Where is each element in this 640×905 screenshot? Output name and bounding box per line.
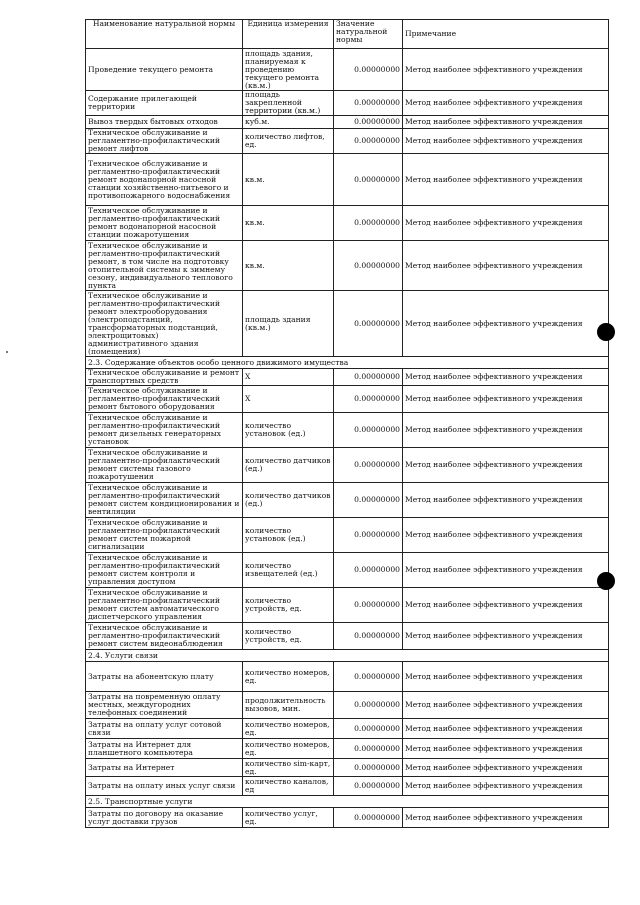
- section-row: [86, 796, 609, 808]
- row-name: Техническое обслуживание и регламентно-профилактический ремонт дизельных генераторных установок: [86, 413, 243, 448]
- row-note: Метод наиболее эффективного учреждения: [403, 369, 609, 386]
- row-note: Метод наиболее эффективного учреждения: [403, 692, 609, 719]
- row-value: 0.00000000: [334, 588, 403, 623]
- row-note: Метод наиболее эффективного учреждения: [403, 623, 609, 650]
- row-unit: продолжительность вызовов, мин.: [243, 692, 334, 719]
- row-name: Затраты на абонентскую плату: [86, 662, 243, 692]
- table-row: [86, 291, 609, 357]
- row-value: 0.00000000: [334, 518, 403, 553]
- row-value: 0.00000000: [334, 808, 403, 828]
- row-value: 0.00000000: [334, 116, 403, 129]
- row-value: 0.00000000: [334, 739, 403, 759]
- table-row: [86, 777, 609, 796]
- row-name: Затраты на Интернет: [86, 759, 243, 777]
- row-name: Техническое обслуживание и регламентно-профилактический ремонт систем видеонаблюдения: [86, 623, 243, 650]
- row-note: Метод наиболее эффективного учреждения: [403, 448, 609, 483]
- row-name: Проведение текущего ремонта: [86, 49, 243, 91]
- row-value: 0.00000000: [334, 623, 403, 650]
- table-row: [86, 241, 609, 291]
- row-note: Метод наиболее эффективного учреждения: [403, 291, 609, 357]
- table-row: [86, 91, 609, 116]
- table-row: [86, 129, 609, 154]
- row-value: 0.00000000: [334, 413, 403, 448]
- row-unit: количество датчиков (ед.): [243, 483, 334, 518]
- row-value: 0.00000000: [334, 154, 403, 206]
- table-row: [86, 154, 609, 206]
- row-name: Техническое обслуживание и регламентно-профилактический ремонт, в том числе на подготовку отопительной системы к зимнему сезону, индивидуального теплового пункта: [86, 241, 243, 291]
- row-name: Затраты по договору на оказание услуг доставки грузов: [86, 808, 243, 828]
- row-note: Метод наиболее эффективного учреждения: [403, 719, 609, 739]
- punch-hole-mark-bottom: [597, 572, 615, 590]
- row-unit: X: [243, 386, 334, 413]
- row-name: Техническое обслуживание и регламентно-профилактический ремонт систем автоматического диспетчерского управления: [86, 588, 243, 623]
- row-name: Содержание прилегающей территории: [86, 91, 243, 116]
- table-row: [86, 413, 609, 448]
- table-row: [86, 623, 609, 650]
- row-unit: X: [243, 369, 334, 386]
- header-note: Примечание: [403, 20, 609, 49]
- row-unit: кв.м.: [243, 154, 334, 206]
- section-title: 2.5. Транспортные услуги: [86, 796, 609, 808]
- table-row: [86, 386, 609, 413]
- row-unit: площадь закрепленной территории (кв.м.): [243, 91, 334, 116]
- table-row: [86, 448, 609, 483]
- row-unit: количество каналов, ед: [243, 777, 334, 796]
- table-header-row: [86, 20, 609, 49]
- row-unit: количество установок (ед.): [243, 518, 334, 553]
- punch-hole-mark-top: [597, 323, 615, 341]
- row-name: Техническое обслуживание и регламентно-профилактический ремонт электрооборудования (электроподстанций, трансформаторных подстанций, электрощитовых) административного здания (помещения): [86, 291, 243, 357]
- row-value: 0.00000000: [334, 386, 403, 413]
- row-name: Затраты на оплату услуг сотовой связи: [86, 719, 243, 739]
- row-value: 0.00000000: [334, 448, 403, 483]
- header-value: Значение натуральной нормы: [334, 20, 403, 49]
- row-name: Техническое обслуживание и регламентно-профилактический ремонт систем кондиционирования и вентиляции: [86, 483, 243, 518]
- row-name: Техническое обслуживание и регламентно-профилактический ремонт водонапорной насосной станции хозяйственно-питьевого и противопожарного водоснабжения: [86, 154, 243, 206]
- row-name: Техническое обслуживание и регламентно-профилактический ремонт водонапорной насосной станции пожаротушения: [86, 206, 243, 241]
- row-value: 0.00000000: [334, 91, 403, 116]
- row-name: Техническое обслуживание и ремонт транспортных средств: [86, 369, 243, 386]
- row-value: 0.00000000: [334, 777, 403, 796]
- row-value: 0.00000000: [334, 553, 403, 588]
- table-row: [86, 369, 609, 386]
- row-name: Затраты на повременную оплату местных, междугородних телефонных соединений: [86, 692, 243, 719]
- row-unit: количество устройств, ед.: [243, 588, 334, 623]
- row-note: Метод наиболее эффективного учреждения: [403, 553, 609, 588]
- table-row: [86, 518, 609, 553]
- row-name: Техническое обслуживание и регламентно-профилактический ремонт бытового оборудования: [86, 386, 243, 413]
- row-note: Метод наиболее эффективного учреждения: [403, 483, 609, 518]
- row-name: Вывоз твердых бытовых отходов: [86, 116, 243, 129]
- table-row: [86, 662, 609, 692]
- row-unit: количество услуг, ед.: [243, 808, 334, 828]
- row-name: Техническое обслуживание и регламентно-профилактический ремонт систем пожарной сигнализации: [86, 518, 243, 553]
- table-row: [86, 49, 609, 91]
- table-row: [86, 553, 609, 588]
- scan-speck: [6, 351, 8, 353]
- norms-table: [85, 19, 609, 828]
- row-note: Метод наиболее эффективного учреждения: [403, 116, 609, 129]
- row-value: 0.00000000: [334, 719, 403, 739]
- row-unit: количество sim-карт, ед.: [243, 759, 334, 777]
- row-unit: кв.м.: [243, 206, 334, 241]
- table-row: [86, 808, 609, 828]
- row-unit: количество номеров, ед.: [243, 662, 334, 692]
- row-unit: куб.м.: [243, 116, 334, 129]
- row-value: 0.00000000: [334, 206, 403, 241]
- header-unit: Единица измерения: [243, 20, 334, 49]
- row-value: 0.00000000: [334, 241, 403, 291]
- table-row: [86, 739, 609, 759]
- row-unit: кв.м.: [243, 241, 334, 291]
- row-unit: количество извещателей (ед.): [243, 553, 334, 588]
- row-note: Метод наиболее эффективного учреждения: [403, 588, 609, 623]
- row-note: Метод наиболее эффективного учреждения: [403, 739, 609, 759]
- table-row: [86, 483, 609, 518]
- row-note: Метод наиболее эффективного учреждения: [403, 759, 609, 777]
- row-note: Метод наиболее эффективного учреждения: [403, 91, 609, 116]
- row-note: Метод наиболее эффективного учреждения: [403, 413, 609, 448]
- row-note: Метод наиболее эффективного учреждения: [403, 518, 609, 553]
- norms-table-body: [86, 20, 609, 828]
- row-value: 0.00000000: [334, 692, 403, 719]
- row-value: 0.00000000: [334, 291, 403, 357]
- row-unit: количество установок (ед.): [243, 413, 334, 448]
- row-note: Метод наиболее эффективного учреждения: [403, 777, 609, 796]
- section-row: [86, 357, 609, 369]
- row-unit: количество номеров, ед.: [243, 719, 334, 739]
- row-unit: площадь здания, планируемая к проведению текущего ремонта (кв.м.): [243, 49, 334, 91]
- row-note: Метод наиболее эффективного учреждения: [403, 206, 609, 241]
- row-value: 0.00000000: [334, 759, 403, 777]
- row-unit: количество устройств, ед.: [243, 623, 334, 650]
- header-name: Наименование натуральной нормы: [86, 20, 243, 49]
- row-note: Метод наиболее эффективного учреждения: [403, 662, 609, 692]
- row-name: Затраты на оплату иных услуг связи: [86, 777, 243, 796]
- section-row: [86, 650, 609, 662]
- row-name: Техническое обслуживание и регламентно-профилактический ремонт систем контроля и управления доступом: [86, 553, 243, 588]
- table-row: [86, 206, 609, 241]
- section-title: 2.4. Услуги связи: [86, 650, 609, 662]
- section-title: 2.3. Содержание объектов особо ценного движимого имущества: [86, 357, 609, 369]
- row-note: Метод наиболее эффективного учреждения: [403, 808, 609, 828]
- row-value: 0.00000000: [334, 483, 403, 518]
- row-unit: количество номеров, ед.: [243, 739, 334, 759]
- row-name: Техническое обслуживание и регламентно-профилактический ремонт лифтов: [86, 129, 243, 154]
- row-note: Метод наиболее эффективного учреждения: [403, 386, 609, 413]
- row-unit: количество датчиков (ед.): [243, 448, 334, 483]
- row-value: 0.00000000: [334, 49, 403, 91]
- row-unit: площадь здания (кв.м.): [243, 291, 334, 357]
- table-row: [86, 719, 609, 739]
- row-name: Затраты на Интернет для планшетного компьютера: [86, 739, 243, 759]
- table-row: [86, 692, 609, 719]
- row-value: 0.00000000: [334, 129, 403, 154]
- row-value: 0.00000000: [334, 662, 403, 692]
- row-note: Метод наиболее эффективного учреждения: [403, 154, 609, 206]
- row-note: Метод наиболее эффективного учреждения: [403, 49, 609, 91]
- row-note: Метод наиболее эффективного учреждения: [403, 129, 609, 154]
- row-name: Техническое обслуживание и регламентно-профилактический ремонт системы газового пожаротушения: [86, 448, 243, 483]
- row-unit: количество лифтов, ед.: [243, 129, 334, 154]
- table-row: [86, 116, 609, 129]
- table-row: [86, 759, 609, 777]
- row-value: 0.00000000: [334, 369, 403, 386]
- row-note: Метод наиболее эффективного учреждения: [403, 241, 609, 291]
- table-row: [86, 588, 609, 623]
